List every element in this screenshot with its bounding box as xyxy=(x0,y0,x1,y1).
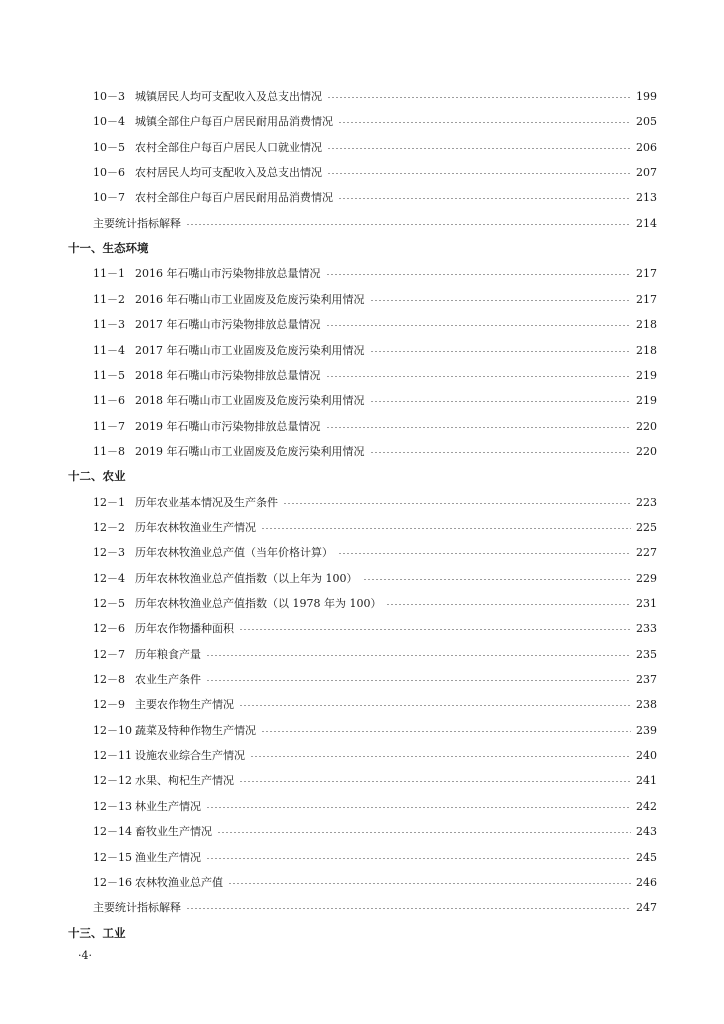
toc-entry[interactable] xyxy=(93,341,657,359)
toc-entry-number: 11－8 xyxy=(93,445,125,458)
dot-leader xyxy=(261,528,631,529)
toc-entry[interactable] xyxy=(93,214,657,232)
toc-entry[interactable] xyxy=(93,569,657,587)
toc-entry-page: 218 xyxy=(636,317,657,331)
page-number: ·4· xyxy=(78,949,92,962)
toc-entry-page: 235 xyxy=(636,647,657,661)
section-heading: 十三、工业 xyxy=(68,926,126,940)
toc-entry[interactable] xyxy=(93,112,657,130)
toc-entry[interactable] xyxy=(93,619,657,637)
toc-entry[interactable] xyxy=(93,417,657,435)
toc-entry-number: 12－11 xyxy=(93,749,132,762)
toc-entry-title: 2017 年石嘴山市工业固废及危废污染利用情况 xyxy=(135,344,365,357)
toc-entry[interactable] xyxy=(93,391,657,409)
dot-leader xyxy=(239,705,631,706)
toc-entry-title: 历年粮食产量 xyxy=(135,648,201,661)
toc-entry-number: 12－3 xyxy=(93,546,125,559)
dot-leader xyxy=(206,807,631,808)
dot-leader xyxy=(326,427,632,428)
toc-entry[interactable] xyxy=(93,695,657,713)
toc-entry-page: 246 xyxy=(636,875,657,889)
toc-entry-page: 205 xyxy=(636,114,657,128)
toc-entry-title: 主要农作物生产情况 xyxy=(135,698,234,711)
toc-entry-title: 农村全部住户每百户居民人口就业情况 xyxy=(135,141,322,154)
dot-leader xyxy=(327,97,631,98)
toc-entry-page: 243 xyxy=(636,824,657,838)
toc-entry-page: 247 xyxy=(636,900,657,914)
toc-entry-number: 12－12 xyxy=(93,774,132,787)
toc-entry-page: 199 xyxy=(636,89,657,103)
toc-entry-title: 渔业生产情况 xyxy=(135,851,201,864)
toc-entry-page: 218 xyxy=(636,343,657,357)
toc-entry-page: 207 xyxy=(636,165,657,179)
toc-entry-title: 城镇居民人均可支配收入及总支出情况 xyxy=(135,90,322,103)
toc-entry-title: 2018 年石嘴山市污染物排放总量情况 xyxy=(135,369,321,382)
toc-entry-page: 219 xyxy=(636,393,657,407)
toc-entry[interactable] xyxy=(93,822,657,840)
toc-entry-number: 10－3 xyxy=(93,90,125,103)
toc-entry-title: 历年农林牧渔业总产值指数（以上年为 100） xyxy=(135,572,358,585)
toc-entry-title: 2019 年石嘴山市工业固废及危废污染利用情况 xyxy=(135,445,365,458)
toc-entry-title: 农村全部住户每百户居民耐用品消费情况 xyxy=(135,191,333,204)
toc-entry-page: 220 xyxy=(636,444,657,458)
toc-entry-number: 12－10 xyxy=(93,724,132,737)
toc-entry[interactable] xyxy=(93,138,657,156)
toc-entry-number: 12－9 xyxy=(93,698,125,711)
toc-entry-number: 11－4 xyxy=(93,344,125,357)
toc-entry-number: 11－2 xyxy=(93,293,125,306)
toc-entry[interactable] xyxy=(93,366,657,384)
toc-entry[interactable] xyxy=(93,771,657,789)
toc-entry-page: 213 xyxy=(636,190,657,204)
dot-leader xyxy=(239,629,631,630)
toc-entry-page: 206 xyxy=(636,140,657,154)
toc-entry-page: 227 xyxy=(636,545,657,559)
toc-entry-page: 242 xyxy=(636,799,657,813)
toc-entry-page: 223 xyxy=(636,495,657,509)
toc-entry[interactable] xyxy=(93,543,657,561)
toc-entry-number: 12－13 xyxy=(93,800,132,813)
toc-entry[interactable] xyxy=(93,721,657,739)
toc-entry-title: 2019 年石嘴山市污染物排放总量情况 xyxy=(135,420,321,433)
toc-entry[interactable] xyxy=(93,264,657,282)
toc-entry-page: 237 xyxy=(636,672,657,686)
toc-entry-page: 220 xyxy=(636,419,657,433)
toc-entry-number: 12－4 xyxy=(93,572,125,585)
toc-entry-title: 2018 年石嘴山市工业固废及危废污染利用情况 xyxy=(135,394,365,407)
toc-entry-title: 历年农作物播种面积 xyxy=(135,622,234,635)
toc-entry-page: 238 xyxy=(636,697,657,711)
toc-entry-title: 畜牧业生产情况 xyxy=(135,825,212,838)
toc-entry-title: 设施农业综合生产情况 xyxy=(135,749,245,762)
dot-leader xyxy=(327,148,631,149)
toc-entry[interactable] xyxy=(93,873,657,891)
toc-entry-page: 217 xyxy=(636,292,657,306)
toc-entry-title: 2016 年石嘴山市工业固废及危废污染利用情况 xyxy=(135,293,365,306)
toc-entry-page: 217 xyxy=(636,266,657,280)
toc-entry-title: 农业生产条件 xyxy=(135,673,201,686)
dot-leader xyxy=(250,756,631,757)
toc-entry[interactable] xyxy=(93,848,657,866)
toc-entry-title: 2017 年石嘴山市污染物排放总量情况 xyxy=(135,318,321,331)
toc-entry-title: 2016 年石嘴山市污染物排放总量情况 xyxy=(135,267,321,280)
dot-leader xyxy=(283,503,631,504)
toc-entry-number: 11－6 xyxy=(93,394,125,407)
toc-entry-number: 12－15 xyxy=(93,851,132,864)
toc-entry[interactable] xyxy=(93,315,657,333)
toc-entry[interactable] xyxy=(93,670,657,688)
toc-entry[interactable] xyxy=(93,188,657,206)
toc-entry[interactable] xyxy=(93,645,657,663)
toc-entry-number: 12－7 xyxy=(93,648,125,661)
toc-entry-number: 12－8 xyxy=(93,673,125,686)
dot-leader xyxy=(386,604,631,605)
toc-entry-title: 主要统计指标解释 xyxy=(93,217,181,230)
dot-leader xyxy=(370,351,632,352)
dot-leader xyxy=(186,908,631,909)
section-heading: 十一、生态环境 xyxy=(68,241,149,255)
toc-entry-number: 12－1 xyxy=(93,496,125,509)
dot-leader xyxy=(326,274,632,275)
toc-entry-page: 219 xyxy=(636,368,657,382)
toc-entry-title: 水果、枸杞生产情况 xyxy=(135,774,234,787)
dot-leader xyxy=(370,401,632,402)
dot-leader xyxy=(206,680,631,681)
toc-entry-title: 农林牧渔业总产值 xyxy=(135,876,223,889)
toc-entry[interactable] xyxy=(93,87,657,105)
toc-entry-title: 农村居民人均可支配收入及总支出情况 xyxy=(135,166,322,179)
toc-entry[interactable] xyxy=(93,518,657,536)
dot-leader xyxy=(206,858,631,859)
toc-entry-page: 231 xyxy=(636,596,657,610)
toc-entry-number: 10－6 xyxy=(93,166,125,179)
dot-leader xyxy=(363,579,632,580)
toc-entry-number: 11－1 xyxy=(93,267,125,280)
dot-leader xyxy=(338,198,631,199)
dot-leader xyxy=(326,376,632,377)
dot-leader xyxy=(370,300,632,301)
toc-entry[interactable] xyxy=(93,290,657,308)
dot-leader xyxy=(338,553,631,554)
toc-entry[interactable] xyxy=(93,746,657,764)
toc-entry-page: 214 xyxy=(636,216,657,230)
toc-entry-number: 12－5 xyxy=(93,597,125,610)
toc-entry-number: 10－4 xyxy=(93,115,125,128)
toc-entry-title: 历年农林牧渔业生产情况 xyxy=(135,521,256,534)
dot-leader xyxy=(206,655,631,656)
toc-entry-number: 10－7 xyxy=(93,191,125,204)
toc-entry-title: 蔬菜及特种作物生产情况 xyxy=(135,724,256,737)
toc-entry[interactable] xyxy=(93,493,657,511)
toc-entry-page: 229 xyxy=(636,571,657,585)
dot-leader xyxy=(370,452,632,453)
toc-entry[interactable] xyxy=(93,797,657,815)
toc-entry[interactable] xyxy=(93,594,657,612)
toc-entry-page: 241 xyxy=(636,773,657,787)
dot-leader xyxy=(217,832,631,833)
toc-entry-number: 11－7 xyxy=(93,420,125,433)
dot-leader xyxy=(239,781,631,782)
toc-entry[interactable] xyxy=(93,898,657,916)
toc-entry-number: 12－6 xyxy=(93,622,125,635)
toc-entry-title: 林业生产情况 xyxy=(135,800,201,813)
toc-entry[interactable] xyxy=(93,442,657,460)
toc-entry-page: 225 xyxy=(636,520,657,534)
dot-leader xyxy=(261,731,631,732)
toc-entry-number: 12－14 xyxy=(93,825,132,838)
toc-entry-title: 主要统计指标解释 xyxy=(93,901,181,914)
toc-entry-number: 10－5 xyxy=(93,141,125,154)
dot-leader xyxy=(326,325,632,326)
toc-entry-title: 历年农林牧渔业总产值指数（以 1978 年为 100） xyxy=(135,597,382,610)
toc-entry-number: 12－2 xyxy=(93,521,125,534)
dot-leader xyxy=(186,224,631,225)
toc-entry-page: 233 xyxy=(636,621,657,635)
dot-leader xyxy=(327,173,631,174)
toc-entry-page: 240 xyxy=(636,748,657,762)
toc-entry-title: 历年农业基本情况及生产条件 xyxy=(135,496,278,509)
toc-entry-title: 历年农林牧渔业总产值（当年价格计算） xyxy=(135,546,333,559)
dot-leader xyxy=(228,883,631,884)
section-heading: 十二、农业 xyxy=(68,469,126,483)
toc-entry[interactable] xyxy=(93,163,657,181)
toc-entry-number: 12－16 xyxy=(93,876,132,889)
toc-entry-number: 11－3 xyxy=(93,318,125,331)
toc-entry-page: 239 xyxy=(636,723,657,737)
dot-leader xyxy=(338,122,631,123)
toc-entry-title: 城镇全部住户每百户居民耐用品消费情况 xyxy=(135,115,333,128)
toc-entry-number: 11－5 xyxy=(93,369,125,382)
toc-entry-page: 245 xyxy=(636,850,657,864)
